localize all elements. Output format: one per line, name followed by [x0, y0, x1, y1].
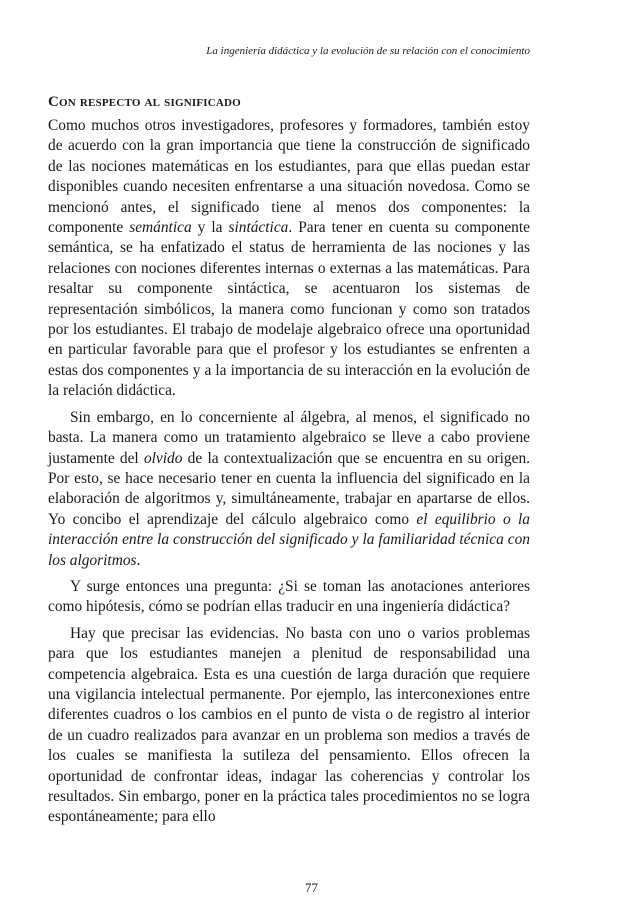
paragraph-1-text-c: . Para tener en cuenta su componente semántica, se ha enfatizado el status de herramienta de las nociones y las relaciones con nociones diferentes internas o externas a las matemáticas. Para resaltar su componente sintáctica, se acentuaron los sistemas de representación simbólicos, la manera como funcionan y como son tratados por los estudiantes. El trabajo de modelaje algebraico ofrece una oportunidad en particular favorable para que el profesor y los estudiantes se enfrenten a estas dos componentes y a la importancia de su interacción en la evolución de la relación didáctica. — [48, 219, 530, 400]
term-olvido: olvido — [143, 449, 183, 467]
paragraph-1-text-b: y la — [191, 219, 229, 237]
page-body — [48, 92, 530, 834]
paragraph-4: Hay que precisar las evidencias. No basta con uno o varios problemas para que los estudiantes manejen a plenitud de responsabilidad una competencia algebraica. Esta es una cuestión de larga duración que requiere una vigilancia intelectual permanente. Por ejemplo, las interconexiones entre diferentes cuadros o los cambios en el punto de vista o de registro al interior de un cuadro realizados para avanzar en un problema son medios a través de los cuales se manifiesta la sutileza del pensamiento. Ellos ofrecen la oportunidad de confrontar ideas, indagar las coherencias y controlar los resultados. Sin embargo, poner en la práctica tales procedimientos no se logra espontáneamente; para ello — [48, 624, 530, 826]
section-title: Con respecto al significado — [48, 94, 241, 110]
paragraph-1-text-a: Como muchos otros investigadores, profesores y formadores, también estoy de acuerdo con la gran importancia que tiene la construcción de significado de las nociones matemáticas en los estudiantes, para que ellas puedan estar disponibles cuando necesiten enfrentarse a una situación novedosa. Como se mencionó antes, el significado tiene al menos dos componentes: la componente — [48, 117, 530, 237]
paragraph-1 — [48, 116, 530, 402]
paragraph-3: Y surge entonces una pregunta: ¿Si se toman las anotaciones anteriores como hipótesis, cómo se podrían ellas traducir en una ingeniería didáctica? — [48, 577, 530, 616]
paragraph-2 — [48, 408, 530, 571]
paragraph-2-text-a: Sin embargo, en lo concerniente al álgebra, al menos, el significado no basta. La manera como un tratamiento algebraico se lleve a cabo proviene justamente del — [48, 408, 530, 467]
emphasis-equilibrio: el equilibrio o la interacción entre la construcción del significado y la familiaridad técnica con los algoritmos — [48, 510, 530, 569]
page-number: 77 — [305, 880, 318, 895]
term-sintactica: sintáctica — [228, 219, 289, 237]
term-semantica: semántica — [129, 219, 192, 237]
running-header: La ingeniería didáctica y la evolución de su relación con el conocimiento — [206, 45, 530, 57]
paragraph-2-text-c: . — [136, 551, 141, 569]
paragraph-2-text-b: de la contextualización que se encuentra en su origen. Por esto, se hace necesario tener en cuenta la influencia del significado en la elaboración de algoritmos y, simultáneamente, trabajar en apartarse de ellos. Yo concibo el aprendizaje del cálculo algebraico como — [48, 449, 530, 528]
